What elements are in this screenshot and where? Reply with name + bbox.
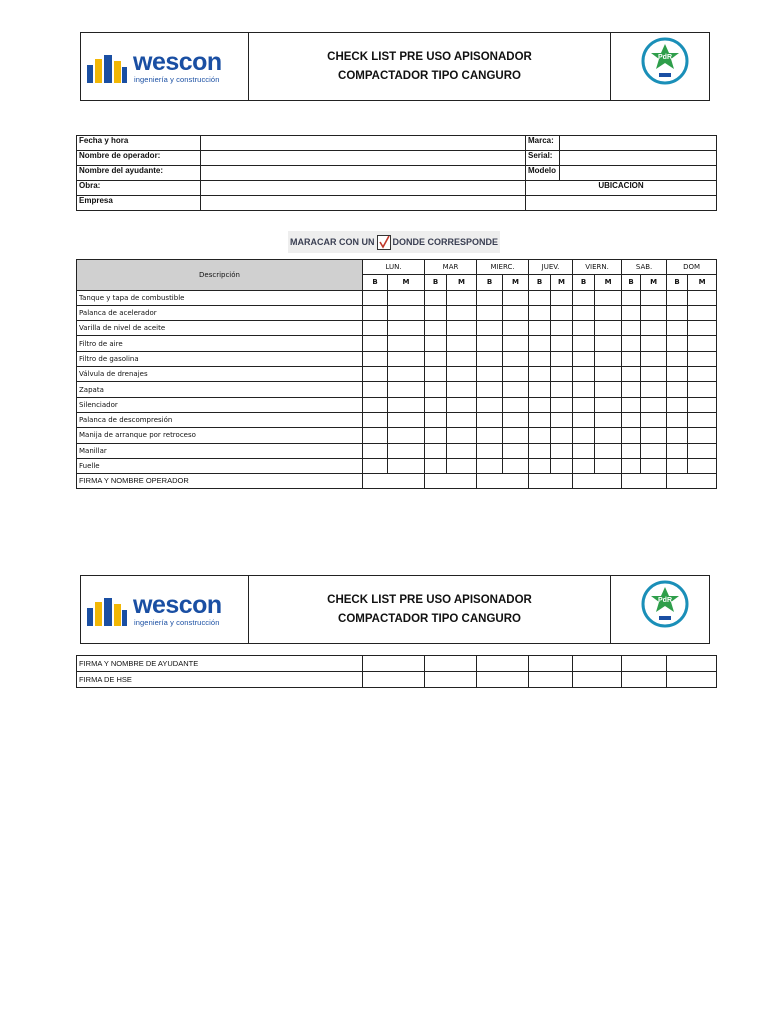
firma-operador-label: FIRMA Y NOMBRE OPERADOR	[77, 474, 363, 489]
signature-cell[interactable]	[529, 672, 573, 688]
check-cell[interactable]	[688, 428, 717, 443]
check-cell[interactable]	[503, 367, 529, 382]
check-cell[interactable]	[641, 443, 667, 458]
check-cell[interactable]	[573, 351, 595, 366]
check-cell[interactable]	[595, 290, 622, 305]
b-header: B	[622, 275, 641, 290]
check-cell[interactable]	[447, 382, 477, 397]
company-tagline: ingeniería y construcción	[134, 618, 220, 627]
checklist-item: Varilla de nivel de aceite	[77, 321, 363, 336]
check-cell[interactable]	[551, 382, 573, 397]
check-cell[interactable]	[363, 367, 388, 382]
check-cell[interactable]	[447, 305, 477, 320]
check-cell[interactable]	[551, 428, 573, 443]
check-cell[interactable]	[477, 290, 503, 305]
check-cell[interactable]	[622, 412, 641, 427]
check-cell[interactable]	[622, 321, 641, 336]
check-cell[interactable]	[363, 443, 388, 458]
signature-cell[interactable]	[573, 672, 622, 688]
operador-label: Nombre de operador:	[77, 151, 201, 166]
table-row	[77, 136, 717, 151]
check-cell[interactable]	[667, 351, 688, 366]
company-tagline: ingeniería y construcción	[134, 75, 220, 84]
check-cell[interactable]	[573, 412, 595, 427]
check-cell[interactable]	[595, 428, 622, 443]
check-cell[interactable]	[641, 351, 667, 366]
check-cell[interactable]	[595, 382, 622, 397]
check-cell[interactable]	[595, 397, 622, 412]
b-header: B	[477, 275, 503, 290]
table-row	[77, 656, 717, 672]
title-line-1: CHECK LIST PRE USO APISONADOR	[327, 593, 532, 606]
table-row	[77, 351, 717, 366]
check-cell[interactable]	[447, 367, 477, 382]
check-cell[interactable]	[573, 336, 595, 351]
check-cell[interactable]	[425, 412, 447, 427]
checklist-item: Tanque y tapa de combustible	[77, 290, 363, 305]
company-name: wescon	[133, 591, 222, 619]
check-cell[interactable]	[688, 305, 717, 320]
signature-cell[interactable]	[363, 474, 425, 489]
check-cell[interactable]	[529, 321, 551, 336]
check-cell[interactable]	[551, 336, 573, 351]
check-cell[interactable]	[477, 351, 503, 366]
m-header: M	[641, 275, 667, 290]
check-cell[interactable]	[529, 443, 551, 458]
check-cell[interactable]	[529, 367, 551, 382]
check-cell[interactable]	[551, 351, 573, 366]
check-cell[interactable]	[477, 412, 503, 427]
check-cell[interactable]	[688, 321, 717, 336]
signature-cell[interactable]	[363, 656, 425, 672]
check-cell[interactable]	[529, 428, 551, 443]
check-cell[interactable]	[503, 290, 529, 305]
signature-cell[interactable]	[363, 672, 425, 688]
check-cell[interactable]	[388, 428, 425, 443]
check-cell[interactable]	[388, 412, 425, 427]
checklist-table	[76, 259, 717, 489]
check-cell[interactable]	[425, 336, 447, 351]
check-cell[interactable]	[641, 336, 667, 351]
table-row	[77, 290, 717, 305]
signature-table	[76, 655, 717, 688]
check-cell[interactable]	[363, 290, 388, 305]
day-header: DOM	[667, 260, 717, 275]
m-header: M	[551, 275, 573, 290]
check-cell[interactable]	[477, 443, 503, 458]
company-logo	[81, 33, 249, 100]
table-row	[77, 367, 717, 382]
b-header: B	[573, 275, 595, 290]
check-cell[interactable]	[573, 458, 595, 473]
b-header: B	[363, 275, 388, 290]
table-row	[77, 181, 717, 196]
check-cell[interactable]	[425, 443, 447, 458]
check-cell[interactable]	[573, 397, 595, 412]
checklist-item: Fuelle	[77, 458, 363, 473]
table-row	[77, 458, 717, 473]
checkmark-box-icon	[377, 235, 391, 250]
signature-cell[interactable]	[529, 474, 573, 489]
document-header-2	[80, 575, 710, 644]
check-cell[interactable]	[551, 443, 573, 458]
check-cell[interactable]	[529, 382, 551, 397]
check-cell[interactable]	[425, 321, 447, 336]
check-cell[interactable]	[667, 428, 688, 443]
table-row	[77, 397, 717, 412]
check-cell[interactable]	[595, 443, 622, 458]
company-logo	[81, 576, 249, 643]
m-header: M	[688, 275, 717, 290]
signature-cell[interactable]	[529, 656, 573, 672]
check-cell[interactable]	[595, 412, 622, 427]
check-cell[interactable]	[447, 336, 477, 351]
badge-text: PdR	[658, 597, 672, 604]
check-cell[interactable]	[595, 321, 622, 336]
check-cell[interactable]	[447, 290, 477, 305]
signature-cell[interactable]	[622, 474, 667, 489]
signature-cell[interactable]	[425, 474, 477, 489]
check-cell[interactable]	[363, 412, 388, 427]
check-cell[interactable]	[688, 443, 717, 458]
check-cell[interactable]	[503, 305, 529, 320]
check-cell[interactable]	[363, 397, 388, 412]
check-cell[interactable]	[388, 290, 425, 305]
check-cell[interactable]	[503, 382, 529, 397]
check-cell[interactable]	[529, 351, 551, 366]
ubicacion-field[interactable]	[526, 196, 717, 211]
check-cell[interactable]	[641, 428, 667, 443]
check-cell[interactable]	[641, 412, 667, 427]
signature-cell[interactable]	[667, 474, 717, 489]
modelo-field[interactable]	[560, 166, 717, 181]
check-cell[interactable]	[503, 412, 529, 427]
table-row	[77, 305, 717, 320]
check-cell[interactable]	[622, 290, 641, 305]
check-cell[interactable]	[425, 305, 447, 320]
check-cell[interactable]	[667, 336, 688, 351]
day-header: VIERN.	[573, 260, 622, 275]
check-cell[interactable]	[667, 367, 688, 382]
check-cell[interactable]	[573, 367, 595, 382]
checklist-item: Manija de arranque por retroceso	[77, 428, 363, 443]
checklist-item: Manillar	[77, 443, 363, 458]
check-cell[interactable]	[425, 367, 447, 382]
check-cell[interactable]	[573, 305, 595, 320]
table-row	[77, 151, 717, 166]
day-header: LUN.	[363, 260, 425, 275]
check-cell[interactable]	[622, 336, 641, 351]
ayudante-label: Nombre del ayudante:	[77, 166, 201, 181]
table-row	[77, 196, 717, 211]
check-cell[interactable]	[447, 428, 477, 443]
check-cell[interactable]	[641, 458, 667, 473]
check-cell[interactable]	[447, 397, 477, 412]
check-cell[interactable]	[551, 290, 573, 305]
check-cell[interactable]	[477, 305, 503, 320]
fecha-label: Fecha y hora	[77, 136, 201, 151]
title-line-2: COMPACTADOR TIPO CANGURO	[338, 612, 521, 625]
checklist-item: Silenciador	[77, 397, 363, 412]
check-cell[interactable]	[447, 443, 477, 458]
serial-field[interactable]	[560, 151, 717, 166]
check-cell[interactable]	[363, 305, 388, 320]
table-row	[77, 382, 717, 397]
check-cell[interactable]	[477, 428, 503, 443]
check-cell[interactable]	[363, 321, 388, 336]
check-cell[interactable]	[595, 351, 622, 366]
title-line-2: COMPACTADOR TIPO CANGURO	[338, 69, 521, 82]
check-cell[interactable]	[529, 458, 551, 473]
document-title	[249, 576, 611, 643]
check-cell[interactable]	[641, 397, 667, 412]
obra-field[interactable]	[201, 181, 526, 196]
obra-label: Obra:	[77, 181, 201, 196]
check-cell[interactable]	[388, 336, 425, 351]
pdr-badge-icon	[639, 35, 691, 87]
check-cell[interactable]	[529, 397, 551, 412]
empresa-field[interactable]	[201, 196, 526, 211]
signature-cell[interactable]	[622, 656, 667, 672]
check-cell[interactable]	[425, 458, 447, 473]
day-header: SAB.	[622, 260, 667, 275]
check-cell[interactable]	[688, 458, 717, 473]
check-cell[interactable]	[622, 305, 641, 320]
signature-cell[interactable]	[425, 672, 477, 688]
check-cell[interactable]	[388, 382, 425, 397]
check-cell[interactable]	[425, 351, 447, 366]
check-cell[interactable]	[425, 397, 447, 412]
check-cell[interactable]	[622, 458, 641, 473]
check-cell[interactable]	[622, 367, 641, 382]
equipment-info-table	[76, 135, 717, 211]
operador-field[interactable]	[201, 151, 526, 166]
pdr-badge-icon	[639, 578, 691, 630]
checklist-item: Palanca de descompresión	[77, 412, 363, 427]
marca-field[interactable]	[560, 136, 717, 151]
signature-cell[interactable]	[573, 474, 622, 489]
empresa-label: Empresa	[77, 196, 201, 211]
check-cell[interactable]	[503, 397, 529, 412]
check-cell[interactable]	[667, 305, 688, 320]
day-header: MAR	[425, 260, 477, 275]
check-cell[interactable]	[503, 458, 529, 473]
check-cell[interactable]	[595, 305, 622, 320]
pdr-badge	[611, 33, 709, 100]
check-cell[interactable]	[667, 321, 688, 336]
check-cell[interactable]	[688, 382, 717, 397]
signature-cell[interactable]	[573, 656, 622, 672]
table-row	[77, 474, 717, 489]
fecha-field[interactable]	[201, 136, 526, 151]
check-cell[interactable]	[503, 443, 529, 458]
check-cell[interactable]	[503, 351, 529, 366]
check-cell[interactable]	[529, 412, 551, 427]
check-cell[interactable]	[667, 412, 688, 427]
check-cell[interactable]	[551, 412, 573, 427]
check-cell[interactable]	[363, 428, 388, 443]
modelo-label: Modelo	[526, 166, 560, 181]
check-cell[interactable]	[477, 382, 503, 397]
check-cell[interactable]	[622, 351, 641, 366]
check-cell[interactable]	[573, 290, 595, 305]
table-row	[77, 428, 717, 443]
check-cell[interactable]	[641, 305, 667, 320]
check-cell[interactable]	[363, 382, 388, 397]
check-cell[interactable]	[551, 397, 573, 412]
check-cell[interactable]	[447, 321, 477, 336]
check-cell[interactable]	[388, 443, 425, 458]
m-header: M	[595, 275, 622, 290]
check-cell[interactable]	[595, 336, 622, 351]
check-cell[interactable]	[425, 290, 447, 305]
check-cell[interactable]	[622, 443, 641, 458]
pdr-badge	[611, 576, 709, 643]
check-cell[interactable]	[388, 321, 425, 336]
building-blocks-icon	[85, 596, 129, 628]
check-cell[interactable]	[477, 321, 503, 336]
check-cell[interactable]	[529, 290, 551, 305]
check-cell[interactable]	[503, 321, 529, 336]
m-header: M	[388, 275, 425, 290]
check-cell[interactable]	[425, 382, 447, 397]
check-cell[interactable]	[551, 367, 573, 382]
check-cell[interactable]	[477, 397, 503, 412]
check-cell[interactable]	[447, 351, 477, 366]
check-cell[interactable]	[641, 321, 667, 336]
m-header: M	[503, 275, 529, 290]
check-cell[interactable]	[688, 397, 717, 412]
signature-cell[interactable]	[622, 672, 667, 688]
checklist-item: Filtro de aire	[77, 336, 363, 351]
signature-cell[interactable]	[667, 656, 717, 672]
table-row	[77, 672, 717, 688]
check-cell[interactable]	[622, 397, 641, 412]
signature-cell[interactable]	[477, 656, 529, 672]
check-cell[interactable]	[363, 458, 388, 473]
marca-label: Marca:	[526, 136, 560, 151]
check-cell[interactable]	[363, 336, 388, 351]
check-cell[interactable]	[388, 367, 425, 382]
check-cell[interactable]	[425, 428, 447, 443]
table-header-row	[77, 260, 717, 275]
check-cell[interactable]	[551, 321, 573, 336]
firma-ayudante-label: FIRMA Y NOMBRE DE AYUDANTE	[77, 656, 363, 672]
check-cell[interactable]	[447, 412, 477, 427]
table-row	[77, 166, 717, 181]
day-header: JUEV.	[529, 260, 573, 275]
instruction-after: DONDE CORRESPONDE	[392, 237, 499, 247]
check-cell[interactable]	[595, 367, 622, 382]
checklist-item: Filtro de gasolina	[77, 351, 363, 366]
check-cell[interactable]	[477, 367, 503, 382]
ubicacion-label: UBICACION	[526, 181, 717, 196]
b-header: B	[425, 275, 447, 290]
check-cell[interactable]	[622, 382, 641, 397]
check-cell[interactable]	[573, 428, 595, 443]
document-header-1	[80, 32, 710, 101]
check-cell[interactable]	[641, 367, 667, 382]
document-title	[249, 33, 611, 100]
signature-cell[interactable]	[425, 656, 477, 672]
instruction-before: MARACAR CON UN	[290, 237, 375, 247]
check-cell[interactable]	[667, 290, 688, 305]
table-row	[77, 336, 717, 351]
ayudante-field[interactable]	[201, 166, 526, 181]
check-cell[interactable]	[573, 443, 595, 458]
check-cell[interactable]	[551, 458, 573, 473]
check-cell[interactable]	[688, 367, 717, 382]
marking-instruction	[288, 231, 500, 253]
description-header: Descripción	[77, 260, 363, 291]
check-cell[interactable]	[363, 351, 388, 366]
checklist-item: Válvula de drenajes	[77, 367, 363, 382]
check-cell[interactable]	[667, 458, 688, 473]
check-cell[interactable]	[388, 397, 425, 412]
badge-text: PdR	[658, 54, 672, 61]
b-header: B	[667, 275, 688, 290]
check-cell[interactable]	[667, 443, 688, 458]
checklist-item: Zapata	[77, 382, 363, 397]
day-header: MIERC.	[477, 260, 529, 275]
firma-hse-label: FIRMA DE HSE	[77, 672, 363, 688]
check-cell[interactable]	[641, 382, 667, 397]
table-row	[77, 412, 717, 427]
table-row	[77, 321, 717, 336]
title-line-1: CHECK LIST PRE USO APISONADOR	[327, 50, 532, 63]
check-cell[interactable]	[388, 351, 425, 366]
check-cell[interactable]	[388, 458, 425, 473]
check-cell[interactable]	[641, 290, 667, 305]
check-cell[interactable]	[688, 412, 717, 427]
check-cell[interactable]	[573, 321, 595, 336]
check-cell[interactable]	[477, 458, 503, 473]
check-cell[interactable]	[477, 336, 503, 351]
check-cell[interactable]	[529, 336, 551, 351]
check-cell[interactable]	[503, 336, 529, 351]
check-cell[interactable]	[447, 458, 477, 473]
b-header: B	[529, 275, 551, 290]
table-row	[77, 443, 717, 458]
check-cell[interactable]	[503, 428, 529, 443]
check-cell[interactable]	[573, 382, 595, 397]
check-cell[interactable]	[622, 428, 641, 443]
check-cell[interactable]	[595, 458, 622, 473]
check-cell[interactable]	[667, 382, 688, 397]
check-cell[interactable]	[667, 397, 688, 412]
signature-cell[interactable]	[477, 474, 529, 489]
signature-cell[interactable]	[667, 672, 717, 688]
check-cell[interactable]	[388, 305, 425, 320]
company-name: wescon	[133, 48, 222, 76]
m-header: M	[447, 275, 477, 290]
checklist-item: Palanca de acelerador	[77, 305, 363, 320]
signature-cell[interactable]	[477, 672, 529, 688]
building-blocks-icon	[85, 53, 129, 85]
check-cell[interactable]	[551, 305, 573, 320]
check-cell[interactable]	[688, 290, 717, 305]
check-cell[interactable]	[529, 305, 551, 320]
check-cell[interactable]	[688, 351, 717, 366]
check-cell[interactable]	[688, 336, 717, 351]
serial-label: Serial:	[526, 151, 560, 166]
